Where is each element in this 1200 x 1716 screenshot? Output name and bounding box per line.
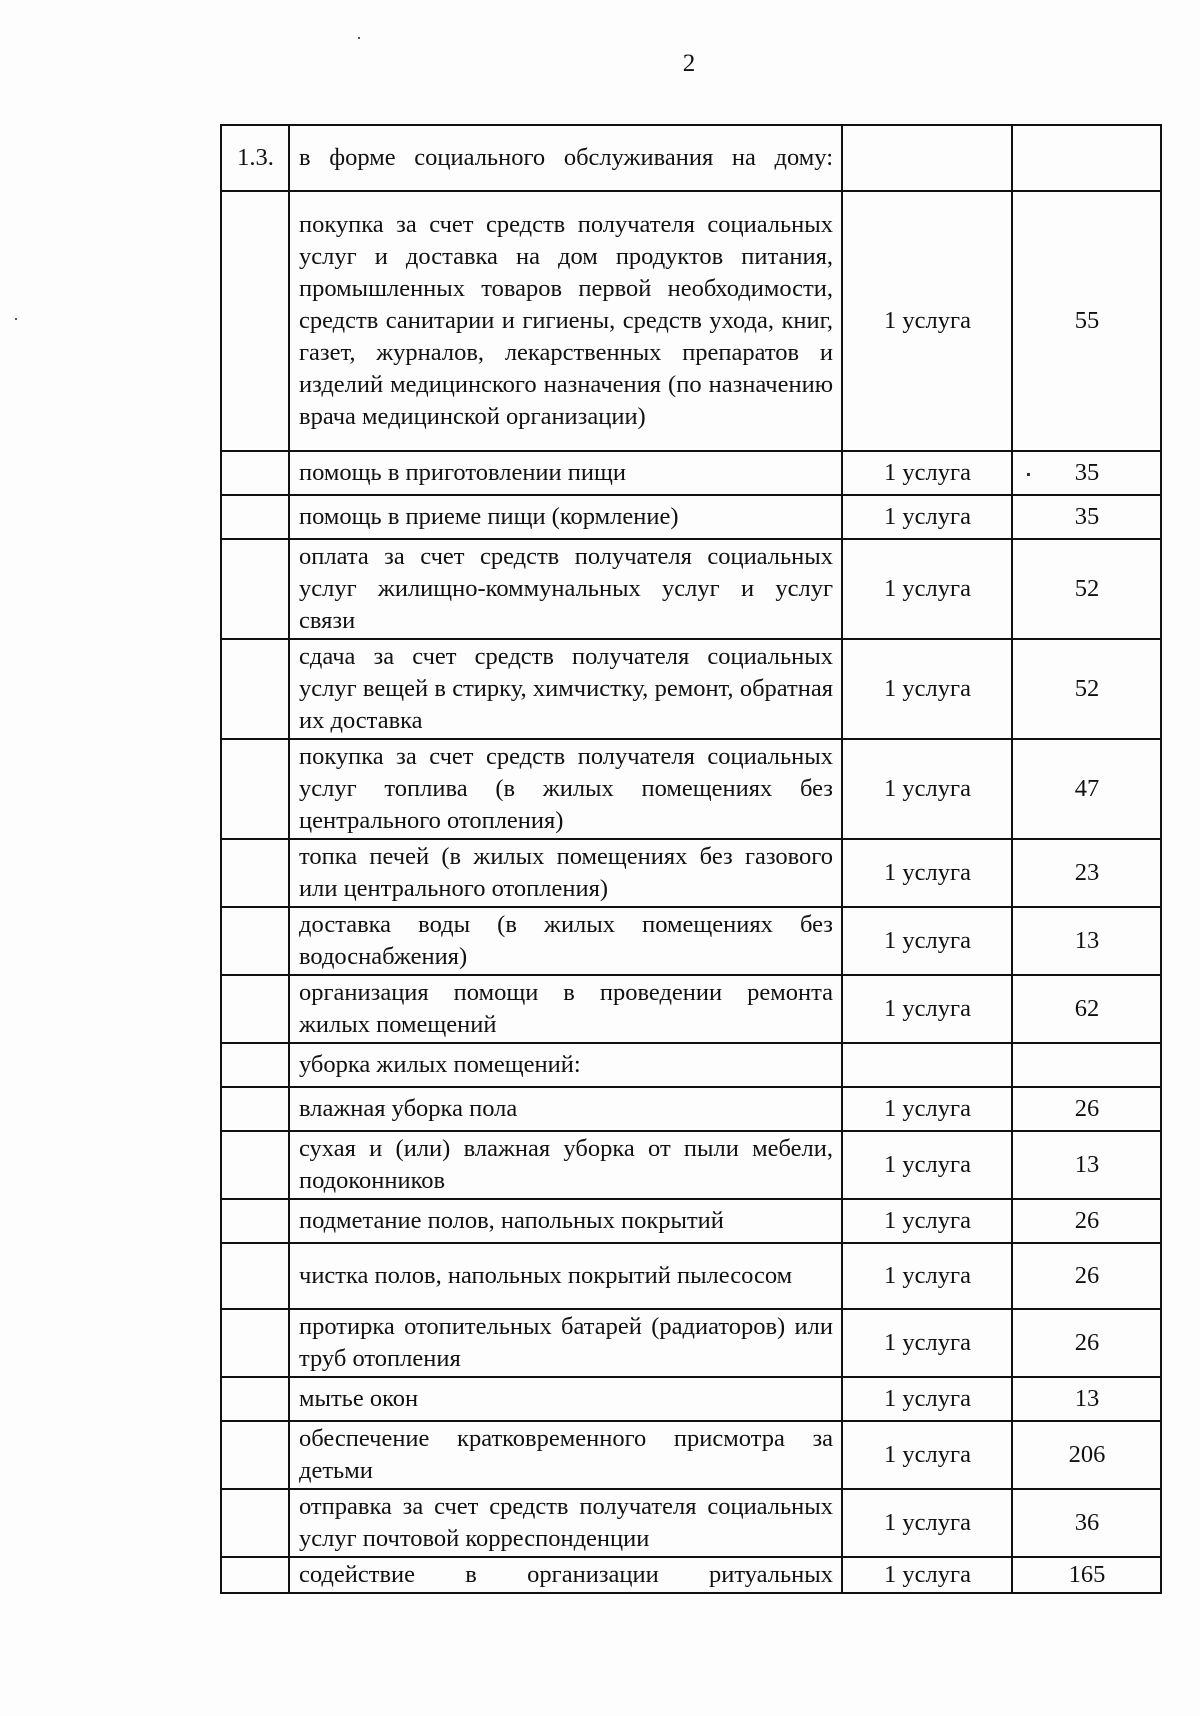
number-cell	[221, 907, 289, 975]
service-price-value: 35	[1074, 459, 1100, 486]
service-unit: 1 услуга	[842, 1087, 1012, 1131]
table-row	[221, 975, 1161, 1043]
service-unit: 1 услуга	[842, 639, 1012, 739]
number-cell	[221, 539, 289, 639]
service-price: 62	[1012, 975, 1161, 1043]
service-unit: 1 услуга	[842, 1421, 1012, 1489]
service-price	[1012, 1043, 1161, 1087]
number-cell	[221, 739, 289, 839]
section-number: 1.3.	[221, 125, 289, 191]
table-row	[221, 1489, 1161, 1557]
table-row	[221, 1377, 1161, 1421]
service-price: 26	[1012, 1199, 1161, 1243]
service-description: сдача за счет средств получателя социальных услуг вещей в стирку, химчистку, ремонт, обратная их доставка	[289, 639, 842, 739]
number-cell	[221, 495, 289, 539]
service-description: содействие в организации ритуальных	[289, 1557, 842, 1593]
service-unit: 1 услуга	[842, 1243, 1012, 1309]
service-description: организация помощи в проведении ремонта жилых помещений	[289, 975, 842, 1043]
service-price: 52	[1012, 539, 1161, 639]
service-price	[1012, 451, 1161, 495]
service-unit: 1 услуга	[842, 1377, 1012, 1421]
service-unit: 1 услуга	[842, 539, 1012, 639]
service-price: 13	[1012, 1377, 1161, 1421]
service-price: 26	[1012, 1309, 1161, 1377]
number-cell	[221, 975, 289, 1043]
service-price: 23	[1012, 839, 1161, 907]
service-price: 55	[1012, 191, 1161, 451]
table-row	[221, 1557, 1161, 1593]
table-row	[221, 739, 1161, 839]
services-price-table	[220, 124, 1162, 1594]
service-description: топка печей (в жилых помещениях без газового или центрального отопления)	[289, 839, 842, 907]
section-title: в форме социального обслуживания на дому:	[289, 125, 842, 191]
page-number: 2	[682, 50, 696, 77]
table-row	[221, 1243, 1161, 1309]
table-row	[221, 639, 1161, 739]
table-row	[221, 451, 1161, 495]
service-unit: 1 услуга	[842, 1489, 1012, 1557]
service-price: 26	[1012, 1087, 1161, 1131]
service-description: помощь в приготовлении пищи	[289, 451, 842, 495]
number-cell	[221, 1489, 289, 1557]
service-unit: 1 услуга	[842, 975, 1012, 1043]
service-price: 52	[1012, 639, 1161, 739]
table-row	[221, 839, 1161, 907]
table-row	[221, 1199, 1161, 1243]
service-description: протирка отопительных батарей (радиаторов) или труб отопления	[289, 1309, 842, 1377]
table-row	[221, 1421, 1161, 1489]
number-cell	[221, 1243, 289, 1309]
number-cell	[221, 1309, 289, 1377]
service-price: 13	[1012, 907, 1161, 975]
number-cell	[221, 191, 289, 451]
number-cell	[221, 1421, 289, 1489]
service-unit: 1 услуга	[842, 1199, 1012, 1243]
unit-cell	[842, 125, 1012, 191]
service-price: 35	[1012, 495, 1161, 539]
service-unit: 1 услуга	[842, 1309, 1012, 1377]
number-cell	[221, 839, 289, 907]
table-row	[221, 907, 1161, 975]
service-description: отправка за счет средств получателя социальных услуг почтовой корреспонденции	[289, 1489, 842, 1557]
number-cell	[221, 1131, 289, 1199]
scan-mark	[15, 318, 17, 320]
number-cell	[221, 1043, 289, 1087]
number-cell	[221, 639, 289, 739]
table-row	[221, 1087, 1161, 1131]
service-description: доставка воды (в жилых помещениях без водоснабжения)	[289, 907, 842, 975]
number-cell	[221, 451, 289, 495]
service-description: подметание полов, напольных покрытий	[289, 1199, 842, 1243]
service-unit: 1 услуга	[842, 451, 1012, 495]
service-unit: 1 услуга	[842, 739, 1012, 839]
service-unit: 1 услуга	[842, 495, 1012, 539]
service-description: покупка за счет средств получателя социальных услуг и доставка на дом продуктов питания, промышленных товаров первой необходимости, средств санитарии и гигиены, средств ухода, книг, газет, журналов, лекарственных препаратов и изделий медицинского назначения (по назначению врача медицинской организации)	[289, 191, 842, 451]
service-description: обеспечение кратковременного присмотра за детьми	[289, 1421, 842, 1489]
service-unit: 1 услуга	[842, 1557, 1012, 1593]
table-row	[221, 539, 1161, 639]
service-unit: 1 услуга	[842, 1131, 1012, 1199]
number-cell	[221, 1199, 289, 1243]
service-description: чистка полов, напольных покрытий пылесосом	[289, 1243, 842, 1309]
service-description: оплата за счет средств получателя социальных услуг жилищно-коммунальных услуг и услуг связи	[289, 539, 842, 639]
service-price: 47	[1012, 739, 1161, 839]
service-description: покупка за счет средств получателя социальных услуг топлива (в жилых помещениях без центрального отопления)	[289, 739, 842, 839]
service-unit: 1 услуга	[842, 191, 1012, 451]
scan-mark	[358, 37, 360, 39]
price-cell	[1012, 125, 1161, 191]
table-row	[221, 1131, 1161, 1199]
service-price: 13	[1012, 1131, 1161, 1199]
service-description: мытье окон	[289, 1377, 842, 1421]
table-row	[221, 495, 1161, 539]
service-description: влажная уборка пола	[289, 1087, 842, 1131]
service-unit: 1 услуга	[842, 907, 1012, 975]
service-description: помощь в приеме пищи (кормление)	[289, 495, 842, 539]
number-cell	[221, 1557, 289, 1593]
number-cell	[221, 1377, 289, 1421]
service-description: сухая и (или) влажная уборка от пыли мебели, подоконников	[289, 1131, 842, 1199]
table-row	[221, 191, 1161, 451]
service-price: 206	[1012, 1421, 1161, 1489]
service-description: уборка жилых помещений:	[289, 1043, 842, 1087]
table-row	[221, 1309, 1161, 1377]
service-price: 26	[1012, 1243, 1161, 1309]
service-price: 165	[1012, 1557, 1161, 1593]
service-unit: 1 услуга	[842, 839, 1012, 907]
service-price: 36	[1012, 1489, 1161, 1557]
table-row	[221, 1043, 1161, 1087]
section-header-row	[221, 125, 1161, 191]
number-cell	[221, 1087, 289, 1131]
service-unit	[842, 1043, 1012, 1087]
